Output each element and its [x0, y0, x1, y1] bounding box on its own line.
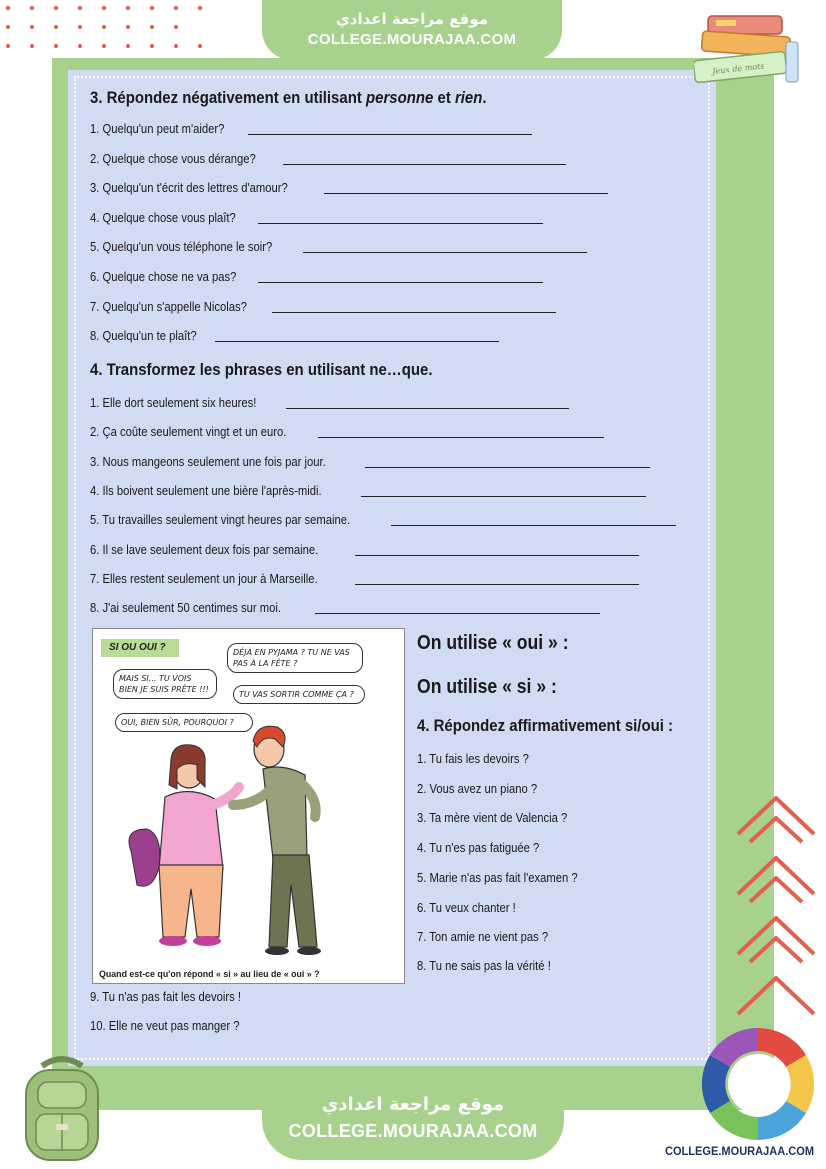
- s4a-question-3: 3. Nous mangeons seulement une fois par jour.: [90, 455, 326, 469]
- s4a-question-4: 4. Ils boivent seulement une bière l'après-midi.: [90, 484, 322, 498]
- s4a-question-2: 2. Ça coûte seulement vingt et un euro.: [90, 425, 287, 439]
- comic-characters-drawing: [93, 629, 404, 983]
- s4b-question-4: 4. Tu n'es pas fatiguée ?: [417, 841, 540, 855]
- header-site-link[interactable]: COLLEGE.MOURAJAA.COM: [307, 31, 517, 48]
- s3-answer-line-5[interactable]: [303, 252, 587, 253]
- s4b-question-7: 7. Ton amie ne vient pas ?: [417, 930, 549, 944]
- s4a-answer-line-2[interactable]: [318, 437, 604, 438]
- s3-question-6: 6. Quelque chose ne va pas?: [90, 270, 237, 284]
- s3-question-7: 7. Quelqu'un s'appelle Nicolas?: [90, 300, 247, 314]
- s3-answer-line-8[interactable]: [215, 341, 499, 342]
- books-label: Jeux de mots: [711, 61, 765, 76]
- s4a-answer-line-1[interactable]: [286, 408, 569, 409]
- comic-bubble-woman-2: TU VAS SORTIR COMME ÇA ?: [233, 685, 365, 704]
- decorative-dots: [0, 0, 210, 60]
- comic-illustration: [92, 628, 405, 984]
- footer-banner: [262, 1070, 564, 1160]
- comic-bubble-girl-1: MAIS SI... TU VOIS BIEN JE SUIS PRÊTE !!!: [113, 669, 217, 699]
- rule-si-heading: On utilise « si » :: [417, 676, 557, 698]
- s3-question-4: 4. Quelque chose vous plaît?: [90, 211, 236, 225]
- comic-bubble-woman-1: DÉJÀ EN PYJAMA ? TU NE VAS PAS À LA FÊTE ?: [227, 643, 363, 673]
- comic-caption: Quand est-ce qu'on répond « si » au lieu de « oui » ?: [99, 969, 320, 980]
- s4a-answer-line-6[interactable]: [355, 555, 639, 556]
- s4b-question-2: 2. Vous avez un piano ?: [417, 782, 538, 796]
- site-logo-icon: [696, 1024, 820, 1144]
- s4b-question-9: 9. Tu n'as pas fait les devoirs !: [90, 990, 241, 1004]
- section4b-title: 4. Répondez affirmativement si/oui :: [417, 716, 674, 735]
- comic-tag: SI OU OUI ?: [101, 639, 179, 657]
- s3-question-8: 8. Quelqu'un te plaît?: [90, 329, 197, 343]
- header-banner: [262, 0, 562, 60]
- s3-question-1: 1. Quelqu'un peut m'aider?: [90, 122, 225, 136]
- s3-question-2: 2. Quelque chose vous dérange?: [90, 152, 256, 166]
- footer-brand-text[interactable]: COLLEGE.MOURAJAA.COM: [665, 1144, 815, 1158]
- s4b-question-5: 5. Marie n'as pas fait l'examen ?: [417, 871, 578, 885]
- s4a-answer-line-7[interactable]: [355, 584, 639, 585]
- footer-arabic-title: موقع مراجعة اعدادي: [321, 1094, 505, 1115]
- s4b-question-8: 8. Tu ne sais pas la vérité !: [417, 959, 551, 973]
- comic-bubble-girl-2: OUI, BIEN SÛR, POURQUOI ?: [115, 713, 253, 732]
- s4a-answer-line-3[interactable]: [365, 467, 650, 468]
- s4a-question-8: 8. J'ai seulement 50 centimes sur moi.: [90, 601, 281, 615]
- s4a-answer-line-8[interactable]: [315, 613, 600, 614]
- s3-answer-line-4[interactable]: [258, 223, 543, 224]
- s4a-question-6: 6. Il se lave seulement deux fois par semaine.: [90, 543, 319, 557]
- s3-answer-line-6[interactable]: [258, 282, 543, 283]
- s4b-question-1: 1. Tu fais les devoirs ?: [417, 752, 529, 766]
- s4b-question-3: 3. Ta mère vient de Valencia ?: [417, 811, 568, 825]
- s4a-question-1: 1. Elle dort seulement six heures!: [90, 396, 257, 410]
- footer-site-link[interactable]: COLLEGE.MOURAJAA.COM: [288, 1121, 538, 1141]
- section4a-title: 4. Transformez les phrases en utilisant ne…que.: [90, 360, 433, 379]
- s3-answer-line-3[interactable]: [324, 193, 608, 194]
- s3-answer-line-7[interactable]: [272, 312, 556, 313]
- s4a-answer-line-5[interactable]: [391, 525, 676, 526]
- s4a-question-7: 7. Elles restent seulement un jour à Marseille.: [90, 572, 318, 586]
- s3-question-3: 3. Quelqu'un t'écrit des lettres d'amour?: [90, 181, 288, 195]
- s4b-question-6: 6. Tu veux chanter !: [417, 901, 516, 915]
- s3-answer-line-1[interactable]: [248, 134, 532, 135]
- s4b-question-10: 10. Elle ne veut pas manger ?: [90, 1019, 240, 1033]
- s3-answer-line-2[interactable]: [283, 164, 566, 165]
- s4a-question-5: 5. Tu travailles seulement vingt heures par semaine.: [90, 513, 351, 527]
- header-arabic-title: موقع مراجعة اعدادي: [336, 10, 488, 28]
- chevron-decoration-icon: [730, 790, 820, 1020]
- s3-question-5: 5. Quelqu'un vous téléphone le soir?: [90, 240, 273, 254]
- s4a-answer-line-4[interactable]: [361, 496, 646, 497]
- backpack-icon: [12, 1052, 112, 1164]
- section3-title: 3. Répondez négativement en utilisant personne et rien.: [90, 88, 487, 107]
- books-illustration: [694, 12, 804, 96]
- rule-oui-heading: On utilise « oui » :: [417, 632, 569, 654]
